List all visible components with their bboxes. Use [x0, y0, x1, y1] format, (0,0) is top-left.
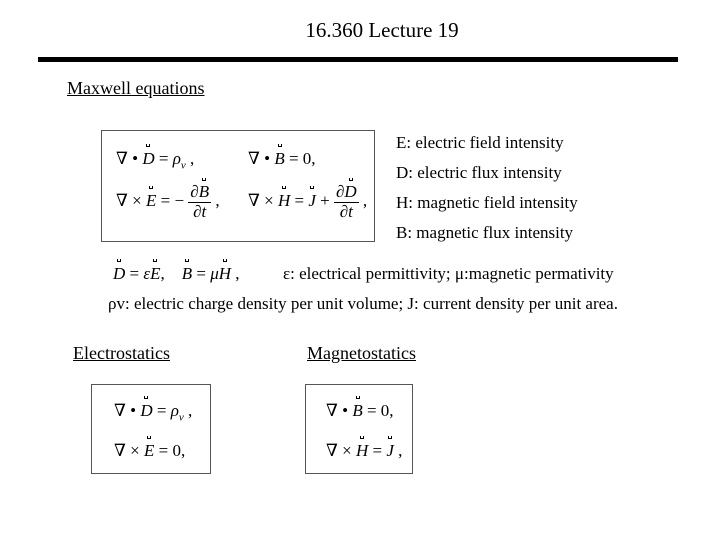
- gauss-law-electric: ∇ • $D = \rho_v$ ,: [116, 149, 195, 172]
- definition-h: H: magnetic field intensity: [396, 193, 578, 212]
- maxwell-heading: Maxwell equations: [67, 78, 205, 98]
- electrostatics-heading: Electrostatics: [73, 343, 170, 363]
- magnetostatics-gauss: ∇ • B = 0,: [326, 401, 394, 420]
- electrostatics-curl: ∇ × E = 0,: [114, 441, 186, 460]
- page-title: 16.360 Lecture 19: [305, 18, 459, 42]
- definition-d: D: electric flux intensity: [396, 163, 562, 182]
- magnetostatics-curl: ∇ × H = J ,: [326, 441, 403, 460]
- permittivity-line: ε: electrical permittivity; μ:magnetic permativity: [283, 264, 614, 283]
- title-rule: [38, 57, 678, 62]
- magnetostatics-equations-box: [305, 384, 413, 474]
- faraday-law: ∇ × E = − $\frac{\partial B}{\partial t}$ ,: [116, 182, 220, 221]
- maxwell-equations-box: [101, 130, 375, 242]
- definition-e: E: electric field intensity: [396, 133, 564, 152]
- electrostatics-equations-box: [91, 384, 211, 474]
- electrostatics-gauss: ∇ • $D = \rho_v$ ,: [114, 401, 193, 424]
- ampere-maxwell-law: ∇ × H = J + $\frac{\partial D}{\partial t}$ ,: [248, 182, 368, 221]
- charge-current-line: ρv: electric charge density per unit volume; J: current density per unit area.: [108, 294, 618, 313]
- gauss-law-magnetic: ∇ • B = 0,: [248, 149, 316, 168]
- constitutive-relations: D = εE, B = μH ,: [113, 264, 240, 283]
- definition-b: B: magnetic flux intensity: [396, 223, 574, 242]
- magnetostatics-heading: Magnetostatics: [307, 343, 416, 363]
